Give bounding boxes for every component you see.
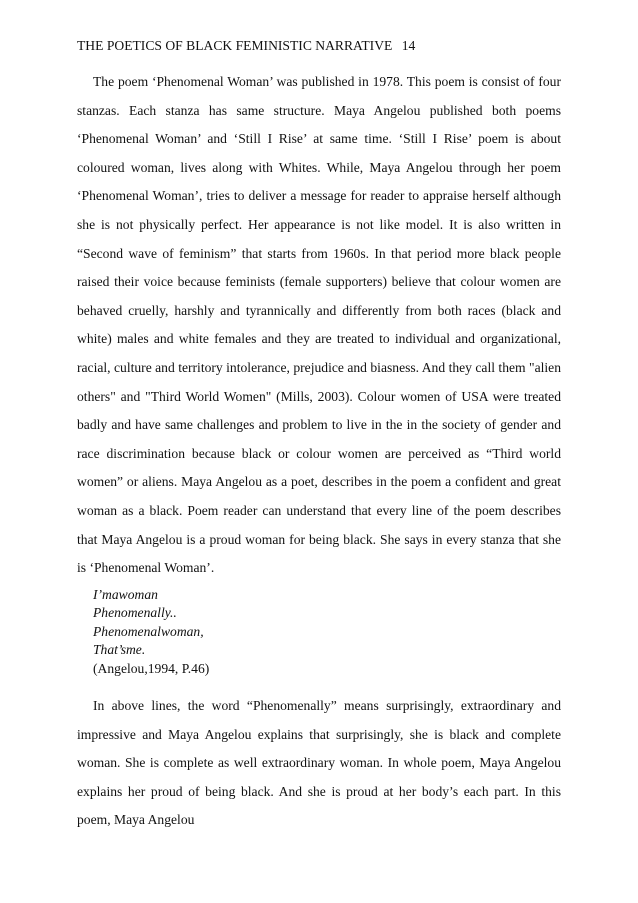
poem-line: Phenomenally.. <box>93 605 177 621</box>
poem-line: Phenomenalwoman, <box>93 623 204 639</box>
poem-quote-block <box>93 586 393 678</box>
poem-citation: (Angelou,1994, P.46) <box>93 660 210 676</box>
running-header <box>77 37 567 55</box>
running-header-title: THE POETICS OF BLACK FEMINISTIC NARRATIVE <box>77 38 393 53</box>
poem-line: That’sme. <box>93 642 146 658</box>
page-number: 14 <box>401 38 416 53</box>
poem-line: I’mawoman <box>93 587 158 602</box>
body-paragraph-1: The poem ‘Phenomenal Woman’ was published in 1978. This poem is consist of four stanzas. Each stanza has same structure. Maya Angelou published both poems ‘Phenomenal Woman’ and ‘Still I Rise’ at same time. ‘Still I Rise’ poem is about coloured woman, lives along with Whites. While, Maya Angelou through her poem ‘Phenomenal Woman’, tries to deliver a message for reader to appraise herself although she is not physically perfect. Her appearance is not like model. It is also written in “Second wave of feminism” that starts from 1960s. In that period more black people raised their voice because feminists (female supporters) believe that colour women are behaved cruelly, harshly and tyrannically and differently from both races (black and white) males and white females and they are treated to individual and organizational, racial, culture and territory intolerance, prejudice and biasness. And they call them "alien others" and "Third World Women" (Mills, 2003). Colour women of USA were treated badly and have same challenges and problem to live in the in the society of gender and race discrimination because black or colour women are perceived as “Third world women” or aliens. Maya Angelou as a poet, describes in the poem a confident and great woman as a black. Poem reader can understand that every line of the poem describes that Maya Angelou is a proud woman for being black. She says in every stanza that she is ‘Phenomenal Woman’. <box>77 74 561 576</box>
body-paragraph-2: In above lines, the word “Phenomenally” means surprisingly, extraordinary and impressive and Maya Angelou explains that surprisingly, she is black and complete woman. She is complete as well extraordinary woman. In whole poem, Maya Angelou explains her proud of being black. And she is proud at her body’s each part. In this poem, Maya Angelou <box>77 698 561 828</box>
